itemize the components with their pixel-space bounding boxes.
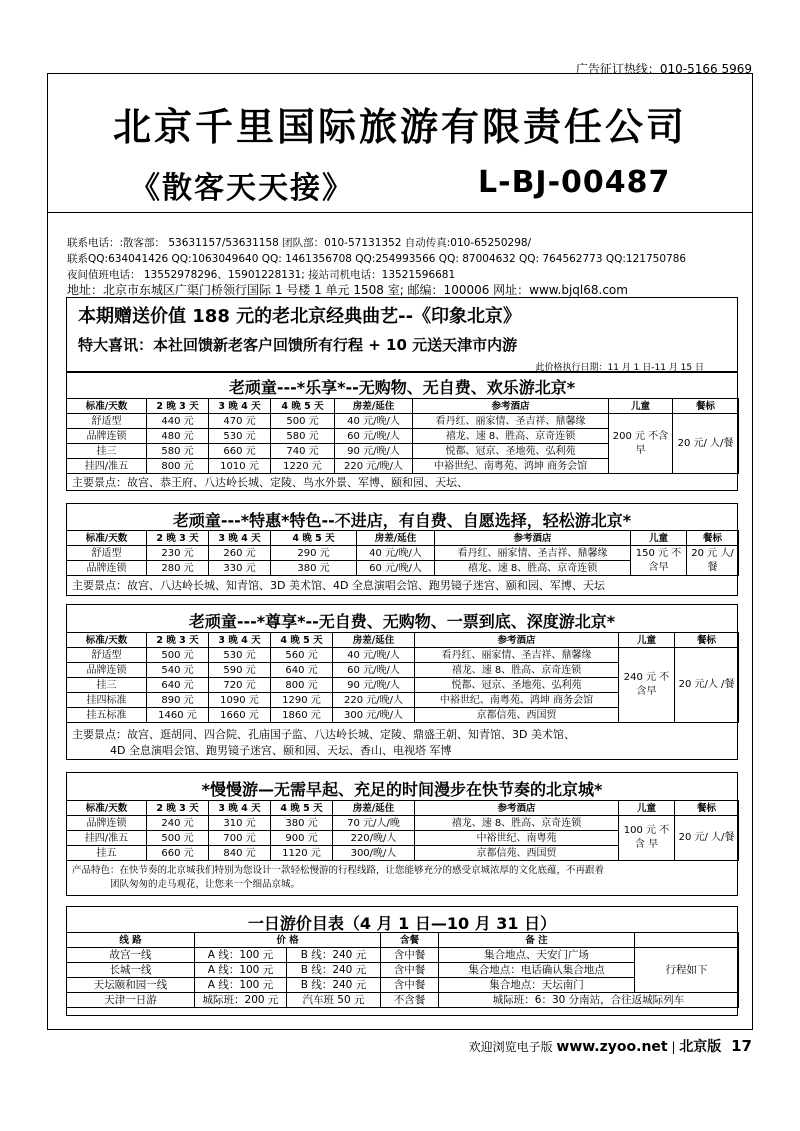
table-cell: B 线：240 元 (287, 978, 381, 993)
day-tour-title: 一日游价目表（4 月 1 日—10 月 31 日） (247, 914, 557, 933)
table-cell: 230 元 (147, 546, 209, 561)
package-4-feature-cont: 团队匆匆的走马观花，让您来一个细品京城。 (110, 879, 301, 890)
table-cell: 700 元 (209, 831, 271, 846)
table-cell: 悦都、冠京、圣地苑、弘利苑 (413, 444, 609, 459)
col-header: 儿童 (631, 531, 687, 546)
table-cell: 280 元 (147, 561, 209, 576)
table-cell: 540 元 (147, 663, 209, 678)
table-cell: 640 元 (147, 678, 209, 693)
col-header: 4 晚 5 天 (271, 531, 357, 546)
table-cell: B 线：240 元 (287, 948, 381, 963)
col-header: 参考酒店 (435, 531, 631, 546)
meal-price: 20 元/人 /餐 (675, 648, 739, 723)
table-cell: 集合地点、天安门广场 (439, 948, 635, 963)
table-row (67, 546, 739, 561)
col-header: 标准/天数 (67, 801, 147, 816)
package-3-sights: 主要景点：故宫、逛胡同、四合院、孔庙国子监、八达岭长城、定陵、鼎盛王朝、知青馆、3D 美术馆、 (72, 728, 575, 741)
table-cell: 1120 元 (271, 846, 333, 861)
col-header: 3 晚 4 天 (209, 801, 271, 816)
table-cell: 1460 元 (147, 708, 209, 723)
child-price: 240 元 不含早 (619, 648, 675, 723)
col-header: 房差/延住 (333, 633, 415, 648)
child-price: 200 元 不含早 (609, 414, 673, 474)
table-cell: A 线：100 元 (195, 948, 287, 963)
table-cell: 1860 元 (271, 708, 333, 723)
table-cell: 品牌连锁 (67, 816, 147, 831)
table-cell: 900 元 (271, 831, 333, 846)
table-cell: 300/晚/人 (333, 846, 415, 861)
table-cell: 90 元/晚/人 (335, 444, 413, 459)
col-header: 4 晚 5 天 (271, 399, 335, 414)
table-cell: 60 元/晚/人 (335, 429, 413, 444)
col-header: 含餐 (381, 933, 439, 948)
address: 地址：北京市东城区广渠门桥领行国际 1 号楼 1 单元 1508 室; 邮编：100006 网址：www.bjql68.com (67, 283, 628, 297)
table-cell: 220 元/晚/人 (333, 693, 415, 708)
table-cell: 品牌连锁 (67, 561, 147, 576)
table-row (67, 816, 739, 831)
table-cell: 590 元 (209, 663, 271, 678)
table-cell: 京都信苑、西国贸 (415, 846, 619, 861)
meal-price: 20 元 人/餐 (687, 546, 739, 576)
table-cell: 560 元 (271, 648, 333, 663)
table-header-row (67, 531, 739, 546)
table-cell: 40 元/晚/人 (333, 648, 415, 663)
col-header: 房差/延住 (335, 399, 413, 414)
table-cell: 840 元 (209, 846, 271, 861)
table-cell: 1290 元 (271, 693, 333, 708)
company-name: 北京千里国际旅游有限责任公司 (112, 105, 687, 149)
table-cell: 挂四标准 (67, 693, 147, 708)
table-cell: 禧龙、速 8、胜高、京奇连锁 (415, 663, 619, 678)
table-cell: 640 元 (271, 663, 333, 678)
table-cell: 60 元/晚/人 (333, 663, 415, 678)
table-cell: 城际班：200 元 (195, 993, 287, 1008)
col-header: 房差/延住 (357, 531, 435, 546)
table-cell: 720 元 (209, 678, 271, 693)
table-header-row (67, 801, 739, 816)
subtitle: 《散客天天接》 (130, 171, 354, 206)
table-cell: 挂四/准五 (67, 459, 147, 474)
col-header: 线 路 (67, 933, 195, 948)
table-cell: 含中餐 (381, 948, 439, 963)
table-header-row (67, 633, 739, 648)
table-cell: 380 元 (271, 816, 333, 831)
table-cell: 看丹红、丽家情、圣吉祥、鼎馨缘 (413, 414, 609, 429)
table-cell: 中裕世纪、南粤苑、鸿坤 商务会馆 (413, 459, 609, 474)
package-1-table (66, 398, 739, 474)
table-cell: 90 元/晚/人 (333, 678, 415, 693)
table-cell: 禧龙、速 8、胜高、京奇连锁 (435, 561, 631, 576)
table-cell: 220/晚/人 (333, 831, 415, 846)
table-cell: 800 元 (147, 459, 209, 474)
table-cell: 品牌连锁 (67, 663, 147, 678)
table-cell: 看丹红、丽家情、圣吉祥、鼎馨缘 (415, 648, 619, 663)
table-cell: 580 元 (147, 444, 209, 459)
package-4-table (66, 800, 739, 861)
table-cell: 500 元 (147, 831, 209, 846)
day-tour-table (66, 932, 739, 1008)
col-header: 餐标 (675, 801, 739, 816)
child-price: 150 元 不含早 (631, 546, 687, 576)
col-header: 儿童 (619, 801, 675, 816)
route-note: 行程如下 (635, 948, 739, 993)
promo-period: 此价格执行日期：11 月 1 日-11 月 15 日 (535, 363, 704, 373)
col-header: 标准/天数 (67, 531, 147, 546)
package-2-sights: 主要景点：故宫、八达岭长城、知青馆、3D 美术馆、4D 全息演唱会馆、跑男镜子迷宫、颐和园、军博、天坛 (72, 579, 605, 592)
col-header: 3 晚 4 天 (209, 633, 271, 648)
table-cell: 天坛颐和园一线 (67, 978, 195, 993)
table-cell: 城际班：6：30 分南站，合往返城际列车 (439, 993, 739, 1008)
table-cell: 660 元 (147, 846, 209, 861)
table-cell: 含中餐 (381, 978, 439, 993)
table-cell: 800 元 (271, 678, 333, 693)
table-cell: 舒适型 (67, 546, 147, 561)
package-2-table (66, 530, 739, 576)
col-header: 餐标 (675, 633, 739, 648)
table-header-row (67, 933, 739, 948)
header-divider (47, 212, 753, 213)
table-cell: 汽车班 50 元 (287, 993, 381, 1008)
col-header: 标准/天数 (67, 399, 147, 414)
table-cell: B 线：240 元 (287, 963, 381, 978)
table-cell: 660 元 (209, 444, 271, 459)
col-header: 参考酒店 (413, 399, 609, 414)
table-cell: 310 元 (209, 816, 271, 831)
table-cell: 禧龙、速 8、胜高、京奇连锁 (413, 429, 609, 444)
table-cell: 舒适型 (67, 414, 147, 429)
contact-qq: 联系QQ:634041426 QQ:1063049640 QQ: 1461356708 QQ:254993566 QQ: 87004632 QQ: 764562773 QQ:121750786 (67, 253, 687, 265)
meal-price: 20 元/ 人/餐 (673, 414, 739, 474)
table-cell: 240 元 (147, 816, 209, 831)
table-cell: 890 元 (147, 693, 209, 708)
table-cell: 530 元 (209, 429, 271, 444)
table-cell: 天津一日游 (67, 993, 195, 1008)
license-number: L-BJ-00487 (478, 165, 671, 200)
table-cell: 京都信苑、西国贸 (415, 708, 619, 723)
page-number: 17 (731, 1037, 752, 1055)
footer-separator: | (671, 1040, 680, 1054)
table-cell: 440 元 (147, 414, 209, 429)
col-header: 3 晚 4 天 (209, 399, 271, 414)
table-cell: 挂五标准 (67, 708, 147, 723)
col-header: 餐标 (673, 399, 739, 414)
table-cell: 品牌连锁 (67, 429, 147, 444)
col-header: 2 晚 3 天 (147, 531, 209, 546)
table-cell: 故宫一线 (67, 948, 195, 963)
table-cell: 40 元/晚/人 (357, 546, 435, 561)
table-cell: 集合地点：天坛南门 (439, 978, 635, 993)
table-cell: 挂五 (67, 846, 147, 861)
col-header: 2 晚 3 天 (147, 633, 209, 648)
col-header: 餐标 (687, 531, 739, 546)
table-row (67, 414, 739, 429)
table-cell: 330 元 (209, 561, 271, 576)
col-header: 2 晚 3 天 (147, 399, 209, 414)
table-row (67, 648, 739, 663)
package-1-title: 老顽童---*乐享*--无购物、无自费、欢乐游北京* (228, 378, 576, 397)
child-price: 100 元 不含 早 (619, 816, 675, 861)
footer (469, 1036, 752, 1056)
table-cell: 1660 元 (209, 708, 271, 723)
table-cell: 看丹红、丽家情、圣吉祥、鼎馨缘 (435, 546, 631, 561)
col-header: 标准/天数 (67, 633, 147, 648)
ad-hotline: 广告征订热线：010-5166 5969 (575, 62, 752, 76)
col-header: 参考酒店 (415, 633, 619, 648)
contact-phones: 联系电话：:散客部： 53631157/53631158 团队部：010-57131352 自动传真:010-65250298/ (67, 237, 532, 249)
col-header: 3 晚 4 天 (209, 531, 271, 546)
package-3-table (66, 632, 739, 723)
table-row (67, 948, 739, 963)
table-cell: 1220 元 (271, 459, 335, 474)
table-cell: 悦都、冠京、圣地苑、弘利苑 (415, 678, 619, 693)
table-cell: 长城一线 (67, 963, 195, 978)
table-cell: 580 元 (271, 429, 335, 444)
col-header: 儿童 (619, 633, 675, 648)
table-cell: A 线：100 元 (195, 963, 287, 978)
col-header: 4 晚 5 天 (271, 633, 333, 648)
table-cell: 220 元/晚/人 (335, 459, 413, 474)
promo-headline: 本期赠送价值 188 元的老北京经典曲艺--《印象北京》 (78, 306, 522, 327)
contact-night: 夜间值班电话： 13552978296、15901228131; 接站司机电话：13521596681 (67, 269, 456, 281)
table-cell: 集合地点：电话确认集合地点 (439, 963, 635, 978)
table-cell: 中裕世纪、南粤苑 (415, 831, 619, 846)
table-cell: A 线：100 元 (195, 978, 287, 993)
col-header: 参考酒店 (415, 801, 619, 816)
col-header: 儿童 (609, 399, 673, 414)
table-cell: 禧龙、速 8、胜高、京奇连锁 (415, 816, 619, 831)
table-cell: 舒适型 (67, 648, 147, 663)
package-3-title: 老顽童---*尊享*--无自费、无购物、一票到底、深度游北京* (188, 612, 616, 631)
table-cell: 40 元/晚/人 (335, 414, 413, 429)
table-cell: 470 元 (209, 414, 271, 429)
package-3-sights-cont: 4D 全息演唱会馆、跑男镜子迷宫、颐和园、天坛、香山、电视塔 军博 (110, 744, 452, 757)
table-header-row (67, 399, 739, 414)
col-header: 价 格 (195, 933, 381, 948)
col-header: 备 注 (439, 933, 635, 948)
table-cell: 挂三 (67, 444, 147, 459)
promo-offer: 特大喜讯：本社回馈新老客户回馈所有行程 + 10 元送天津市内游 (78, 336, 518, 354)
package-1-sights: 主要景点：故宫、恭王府、八达岭长城、定陵、鸟水外景、军博、颐和园、天坛、 (72, 476, 468, 489)
table-cell: 500 元 (147, 648, 209, 663)
table-cell: 380 元 (271, 561, 357, 576)
table-cell: 260 元 (209, 546, 271, 561)
table-cell: 挂四/准五 (67, 831, 147, 846)
table-cell: 70 元/人/晚 (333, 816, 415, 831)
meal-price: 20 元/ 人/餐 (675, 816, 739, 861)
table-cell: 1090 元 (209, 693, 271, 708)
col-header: 房差/延住 (333, 801, 415, 816)
footer-edition: 北京版 (679, 1039, 722, 1055)
table-cell: 300 元/晚/人 (333, 708, 415, 723)
table-row (67, 993, 739, 1008)
table-cell: 1010 元 (209, 459, 271, 474)
table-cell: 不含餐 (381, 993, 439, 1008)
table-cell: 含中餐 (381, 963, 439, 978)
footer-prefix: 欢迎浏览电子版 (468, 1040, 557, 1054)
table-cell: 290 元 (271, 546, 357, 561)
footer-site-link[interactable]: www.zyoo.net (556, 1039, 668, 1055)
package-2-title: 老顽童---*特惠*特色--不进店，有自费、自愿选择，轻松游北京* (172, 511, 632, 530)
table-cell: 530 元 (209, 648, 271, 663)
table-cell: 中裕世纪、南粤苑、鸿坤 商务会馆 (415, 693, 619, 708)
package-4-feature: 产品特色：在快节奏的北京城我们特别为您设计一款轻松慢游的行程线路，让您能够充分的感受京城浓厚的文化底蕴，不再跟着 (72, 865, 605, 876)
table-cell: 500 元 (271, 414, 335, 429)
table-cell: 挂三 (67, 678, 147, 693)
package-4-title: *慢慢游—无需早起、充足的时间漫步在快节奏的北京城* (201, 780, 603, 799)
col-header: 2 晚 3 天 (147, 801, 209, 816)
table-cell: 60 元/晚/人 (357, 561, 435, 576)
table-cell: 740 元 (271, 444, 335, 459)
table-cell: 480 元 (147, 429, 209, 444)
col-header (635, 933, 739, 948)
col-header: 4 晚 5 天 (271, 801, 333, 816)
